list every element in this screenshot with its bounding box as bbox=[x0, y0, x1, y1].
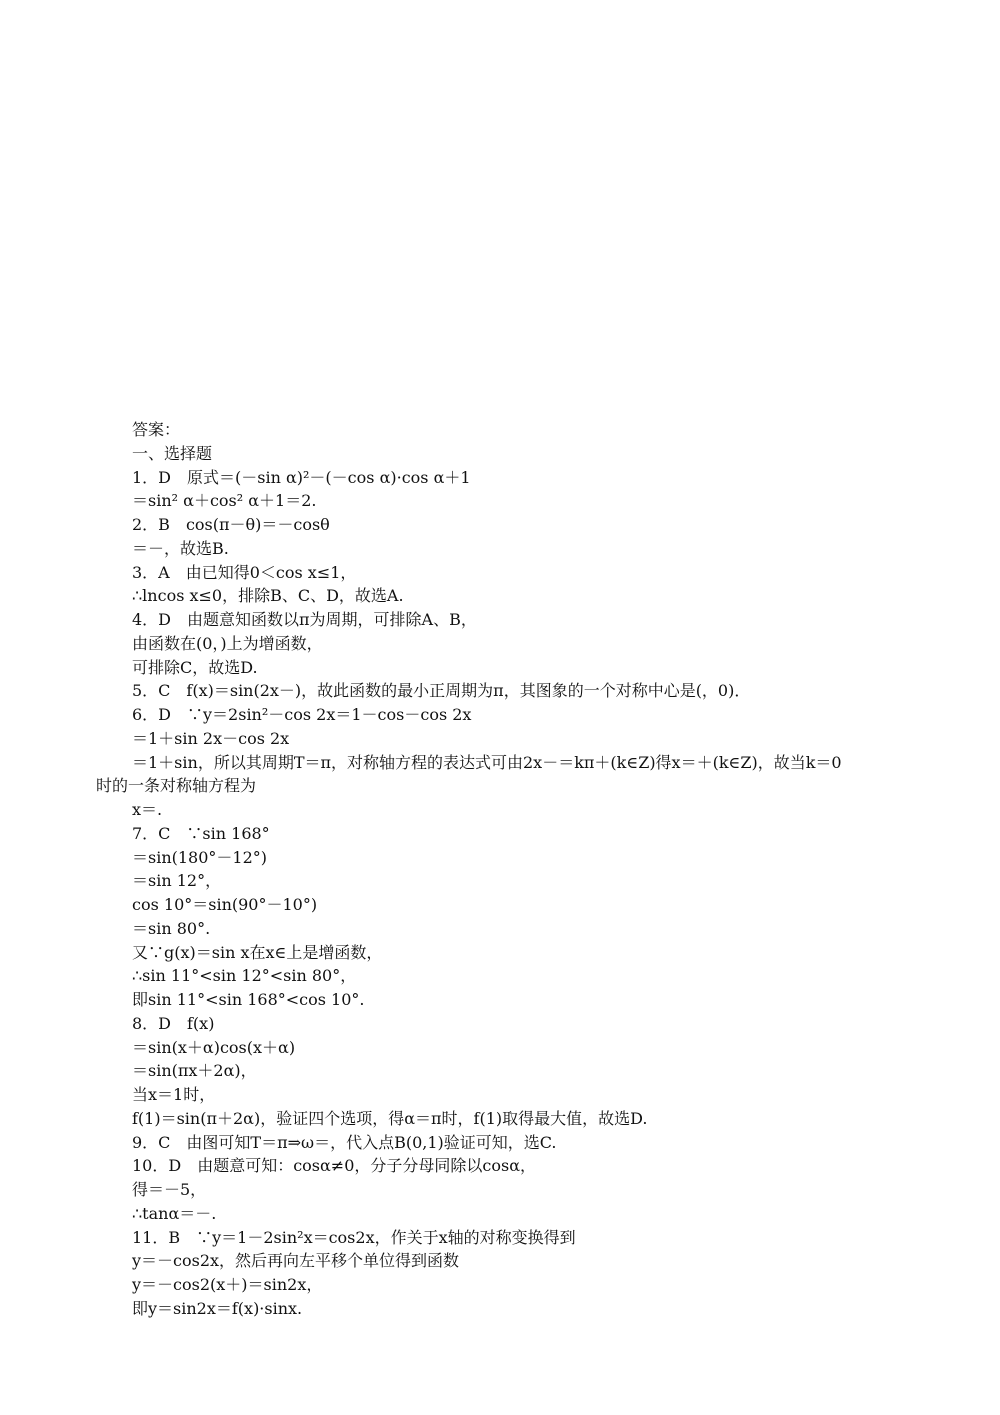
text-line: y＝－cos2(x＋)＝sin2x， bbox=[132, 1275, 323, 1294]
text-line: f(1)＝sin(π＋2α)，验证四个选项，得α＝π时，f(1)取得最大值，故选D. bbox=[132, 1108, 648, 1128]
text-line: 1．D 原式＝(－sin α)²－(－cos α)·cos α＋1 bbox=[132, 467, 471, 487]
text-line: x＝. bbox=[132, 800, 163, 819]
text-line: ＝sin(x＋α)cos(x＋α) bbox=[132, 1037, 296, 1057]
text-line: ＝sin(180°－12°) bbox=[132, 847, 268, 867]
text-line: 又∵g(x)＝sin x在x∈上是增函数， bbox=[132, 942, 383, 962]
text-line: 由函数在(0，)上为增函数， bbox=[132, 633, 323, 653]
text-line: ＝sin² α＋cos² α＋1＝2. bbox=[132, 491, 317, 511]
text-line: 6．D ∵y＝2sin²－cos 2x＝1－cos－cos 2x bbox=[132, 705, 472, 724]
text-line: 即y＝sin2x＝f(x)·sinx. bbox=[132, 1298, 303, 1318]
text-line: 9．C 由图可知T＝π⇒ω＝，代入点B(0,1)验证可知，选C. bbox=[132, 1132, 557, 1152]
text-line: 10．D 由题意可知：cosα≠0，分子分母同除以cosα， bbox=[132, 1156, 536, 1176]
answer-text-block bbox=[96, 418, 976, 1321]
answer-heading: 答案： bbox=[132, 420, 181, 439]
text-line: 得＝－5， bbox=[132, 1180, 207, 1199]
text-line: ＝1＋sin 2x－cos 2x bbox=[132, 728, 290, 748]
text-line: ＝－，故选B. bbox=[132, 538, 229, 558]
text-line: ＝sin 12°， bbox=[132, 871, 222, 891]
text-line: y＝－cos2x，然后再向左平移个单位得到函数 bbox=[132, 1251, 460, 1271]
text-line: 可排除C，故选D. bbox=[132, 657, 258, 677]
text-line: 即sin 11°<sin 168°<cos 10°. bbox=[132, 990, 365, 1009]
text-line: 7．C ∵sin 168° bbox=[132, 823, 270, 843]
text-line: ∴tanα＝－. bbox=[132, 1203, 217, 1223]
text-line: 8．D f(x) bbox=[132, 1013, 215, 1033]
text-line: 11．B ∵y＝1－2sin²x＝cos2x，作关于x轴的对称变换得到 bbox=[132, 1227, 576, 1247]
text-line: 5．C f(x)＝sin(2x－)，故此函数的最小正周期为π，其图象的一个对称中心是(，0)． bbox=[132, 681, 751, 701]
section-heading: 一、选择题 bbox=[132, 443, 213, 463]
text-line: ＝sin(πx＋2α)， bbox=[132, 1061, 257, 1081]
text-line: 2．B cos(π－θ)＝－cosθ bbox=[132, 515, 330, 534]
text-line: ＝sin 80°. bbox=[132, 918, 211, 938]
text-line: ∴lncos x≤0，排除B、C、D，故选A. bbox=[132, 586, 404, 606]
text-line: cos 10°＝sin(90°－10°) bbox=[132, 895, 318, 914]
text-line: ∴sin 11°<sin 12°<sin 80°， bbox=[132, 966, 357, 986]
text-line: 时的一条对称轴方程为 bbox=[96, 776, 257, 796]
text-line: 3．A 由已知得0＜cos x≤1， bbox=[132, 562, 357, 582]
text-line: ＝1＋sin，所以其周期T＝π，对称轴方程的表达式可由2x－＝kπ＋(k∈Z)得x＝＋(k∈Z)，故当k＝0 bbox=[132, 752, 842, 772]
text-line: 当x＝1时， bbox=[132, 1085, 216, 1104]
text-line: 4．D 由题意知函数以π为周期，可排除A、B， bbox=[132, 610, 477, 629]
